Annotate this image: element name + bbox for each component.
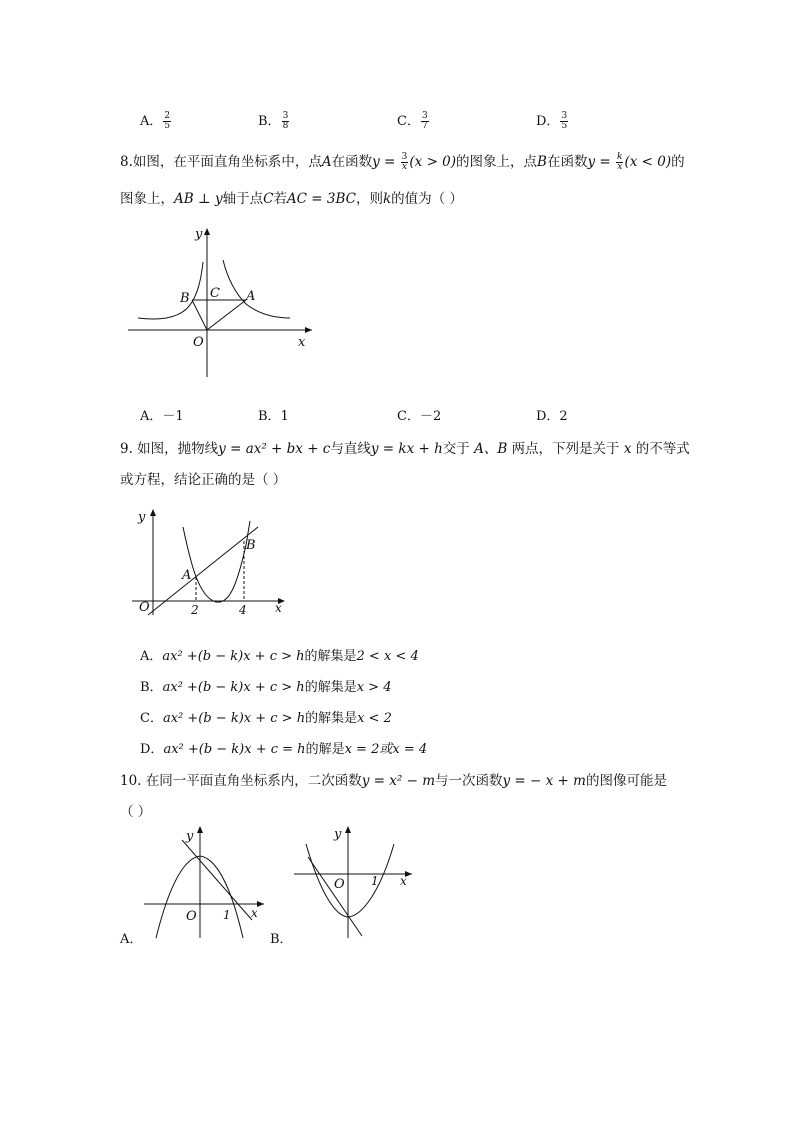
q9-option-a[interactable]: A．ax² +(b − k)x + c > h的解集是2 < x < 4	[140, 649, 419, 664]
q10-figure-a[interactable]	[140, 822, 268, 940]
tick-4: 4	[239, 603, 247, 617]
q9-option-d[interactable]: D．ax² +(b − k)x + c = h的解是x = 2或x = 4	[140, 742, 428, 757]
y-label: y	[195, 227, 203, 242]
q7-option-a[interactable]: A． $\frac{2}{5}$	[140, 111, 171, 131]
y-label: y	[334, 827, 342, 842]
segment-ob	[192, 300, 207, 330]
point-b-label: B	[180, 291, 190, 306]
origin-label: O	[334, 877, 345, 892]
x-label: x	[251, 906, 258, 920]
q9-option-c[interactable]: C．ax² +(b − k)x + c > h的解集是x < 2	[140, 711, 392, 726]
left-hyperbola	[138, 262, 203, 319]
x-label: x	[275, 601, 282, 615]
right-hyperbola	[223, 260, 290, 318]
q8-stem-line1: 8.如图，在平面直角坐标系中，点A在函数y = $\frac{3}{x}$ (x > 0)的图象上，点B在函数y = $\frac{k}{x}$ (x < 0)的	[120, 152, 685, 172]
q7-option-b[interactable]: B． $\frac{3}{8}$	[258, 111, 289, 131]
fraction: $\frac{2}{5}$	[164, 111, 171, 131]
line-kx-h	[148, 527, 258, 615]
origin-label: O	[186, 909, 197, 924]
q8-option-d[interactable]: D．2	[536, 409, 568, 424]
y-label: y	[138, 510, 146, 525]
x-label: x	[400, 874, 407, 888]
q9-figure	[128, 505, 293, 617]
q9-option-b[interactable]: B．ax² +(b − k)x + c > h的解集是x > 4	[140, 680, 392, 695]
y-label: y	[186, 829, 194, 844]
q8-option-a[interactable]: A．－1	[140, 409, 184, 424]
point-a-label: A	[246, 289, 256, 304]
point-b-label: B	[246, 538, 256, 553]
segment-oa	[207, 300, 246, 330]
q9-stem-line2: 或方程，结论正确的是（ ）	[120, 472, 287, 488]
origin-label: O	[139, 600, 150, 615]
q8-figure	[120, 222, 320, 382]
fraction: $\frac{3}{7}$	[421, 111, 428, 131]
line	[182, 840, 252, 920]
tick-2: 2	[191, 603, 199, 617]
q8-option-c[interactable]: C．－2	[397, 409, 442, 424]
tick-1: 1	[371, 874, 379, 888]
q10-option-a-label[interactable]: A．	[120, 932, 143, 947]
q7-option-c[interactable]: C． $\frac{3}{7}$	[397, 111, 428, 131]
fraction: $\frac{3}{5}$	[561, 111, 568, 131]
parabola	[183, 521, 250, 602]
line	[308, 857, 362, 936]
q10-stem-line2: （ ）	[120, 804, 152, 820]
fraction: $\frac{3}{8}$	[282, 111, 289, 131]
q10-figure-b[interactable]	[290, 822, 420, 940]
q10-option-b-label[interactable]: B．	[270, 932, 293, 947]
q8-stem-line2: 图象上，AB ⊥ y轴于点C若AC = 3BC，则k的值为（ ）	[120, 191, 463, 207]
q7-option-d[interactable]: D． $\frac{3}{5}$	[536, 111, 568, 131]
origin-label: O	[193, 335, 204, 350]
q10-stem-line1: 10. 在同一平面直角坐标系内，二次函数y = x² − m与一次函数y = − x + m的图像可能是	[120, 773, 667, 789]
point-c-label: C	[210, 286, 220, 301]
q9-stem-line1: 9. 如图，抛物线y = ax² + bx + c与直线y = kx + h交于 A、B 两点，下列是关于 x 的不等式	[120, 441, 690, 457]
x-label: x	[298, 335, 306, 350]
q8-option-b[interactable]: B．1	[258, 409, 289, 424]
parabola	[306, 844, 394, 917]
tick-1: 1	[223, 908, 231, 922]
point-a-label: A	[182, 568, 192, 583]
